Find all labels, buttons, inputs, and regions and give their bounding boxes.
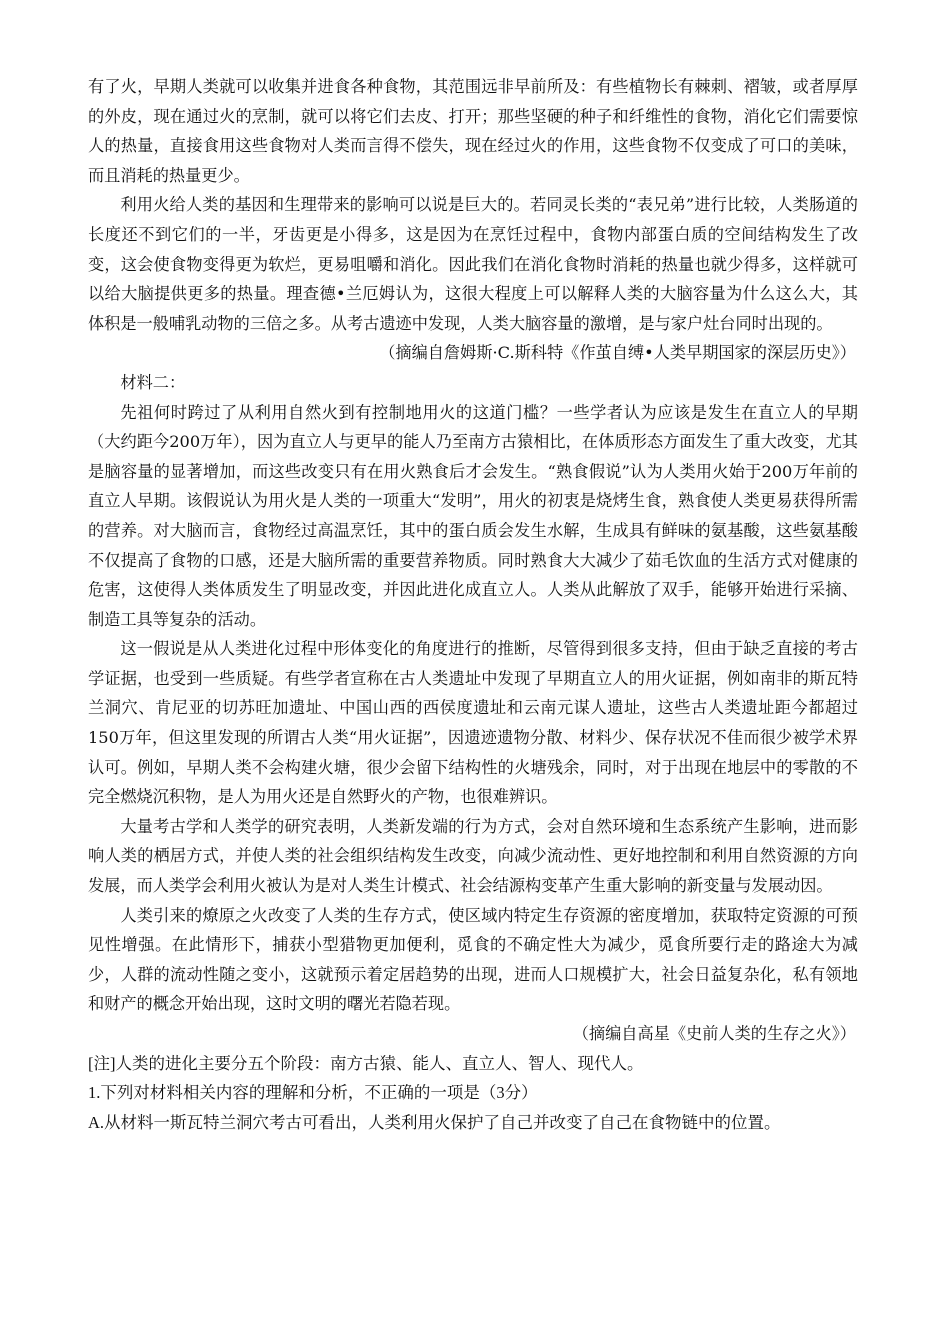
question-1-stem: 1.下列对材料相关内容的理解和分析，不正确的一项是（3分）	[88, 1083, 538, 1103]
paragraph-civilization-dawn: 人类引来的燎原之火改变了人类的生存方式，使区域内特定生存资源的密度增加，获取特定资源的可预见性增强。在此情形下，捕获小型猎物更加便利，觅食的不确定性大为减少，觅食所要行走的路途大为减少，人群的流动性随之变小，这就预示着定居趋势的出现，进而人口规模扩大，社会日益复杂化，私有领地和财产的概念开始出现，这时文明的曙光若隐若现。	[88, 905, 858, 1014]
paragraph-cooking-hypothesis: 先祖何时跨过了从利用自然火到有控制地用火的这道门槛？一些学者认为应该是发生在直立人的早期（大约距今200万年），因为直立人与更早的能人乃至南方古猿相比，在体质形态方面发生了重大改变，尤其是脑容量的显著增加，而这些改变只有在用火熟食后才会发生。“熟食假说”认为人类用火始于200万年前的直立人早期。该假说认为用火是人类的一项重大“发明”，用火的初衷是烧烤生食，熟食使人类更易获得所需的营养。对大脑而言，食物经过高温烹饪，其中的蛋白质会发生水解，生成具有鲜味的氨基酸，这些氨基酸不仅提高了食物的口感，还是大脑所需的重要营养物质。同时熟食大大减少了茹毛饮血的生活方式对健康的危害，这使得人类体质发生了明显改变，并因此进化成直立人。人类从此解放了双手，能够开始进行采摘、制造工具等复杂的活动。	[88, 402, 858, 629]
paragraph-food-range: 有了火，早期人类就可以收集并进食各种食物，其范围远非早前所及：有些植物长有棘刺、褶皱，或者厚厚的外皮，现在通过火的烹制，就可以将它们去皮、打开；那些坚硬的种子和纤维性的食物，消化它们需要惊人的热量，直接食用这些食物对人类而言得不偿失，现在经过火的作用，这些食物不仅变成了可口的美味，而且消耗的热量更少。	[88, 77, 858, 185]
source-citation-gao: （摘编自高星《史前人类的生存之火》）	[572, 1024, 856, 1043]
paragraph-genetic-impact: 利用火给人类的基因和生理带来的影响可以说是巨大的。若同灵长类的“表兄弟”进行比较，人类肠道的长度还不到它们的一半，牙齿更是小得多，这是因为在烹饪过程中，食物内部蛋白质的空间结构发生了改变，这会使食物变得更为软烂，更易咀嚼和消化。因此我们在消化食物时消耗的热量也就少得多，这样就可以给大脑提供更多的热量。理查德•兰厄姆认为，这很大程度上可以解释人类的大脑容量为什么这么大，其体积是一般哺乳动物的三倍之多。从考古遗迹中发现，人类大脑容量的激增，是与家户灶台同时出现的。	[88, 195, 858, 333]
evolution-note: [注]人类的进化主要分五个阶段：南方古猿、能人、直立人、智人、现代人。	[88, 1053, 644, 1073]
question-1-option-a: A.从材料一斯瓦特兰洞穴考古可看出，人类利用火保护了自己并改变了自己在食物链中的位置。	[88, 1112, 781, 1132]
source-citation-scott: （摘编自詹姆斯·C.斯科特《作茧自缚•人类早期国家的深层历史》）	[379, 343, 856, 363]
paragraph-behavioral-change: 大量考古学和人类学的研究表明，人类新发端的行为方式，会对自然环境和生态系统产生影响，进而影响人类的栖居方式，并使人类的社会组织结构发生改变，向减少流动性、更好地控制和利用自然资源的方向发展，而人类学会利用火被认为是对人类生计模式、社会结源构变革产生重大影响的新变量与发展动因。	[88, 816, 858, 896]
paragraph-archaeological-evidence: 这一假说是从人类进化过程中形体变化的角度进行的推断，尽管得到很多支持，但由于缺乏直接的考古学证据，也受到一些质疑。有些学者宣称在古人类遗址中发现了早期直立人的用火证据，例如南非的斯瓦特兰洞穴、肯尼亚的切苏旺加遗址、中国山西的西侯度遗址和云南元谋人遗址，这些古人类遗址距今都超过150万年，但这里发现的所谓古人类“用火证据”，因遗迹遗物分散、材料少、保存状况不佳而很少被学术界认可。例如，早期人类不会构建火塘，很少会留下结构性的火塘残余，同时，对于出现在地层中的零散的不完全燃烧沉积物，是人为用火还是自然野火的产物，也很难辨识。	[88, 639, 858, 807]
material-two-label: 材料二：	[120, 372, 186, 392]
